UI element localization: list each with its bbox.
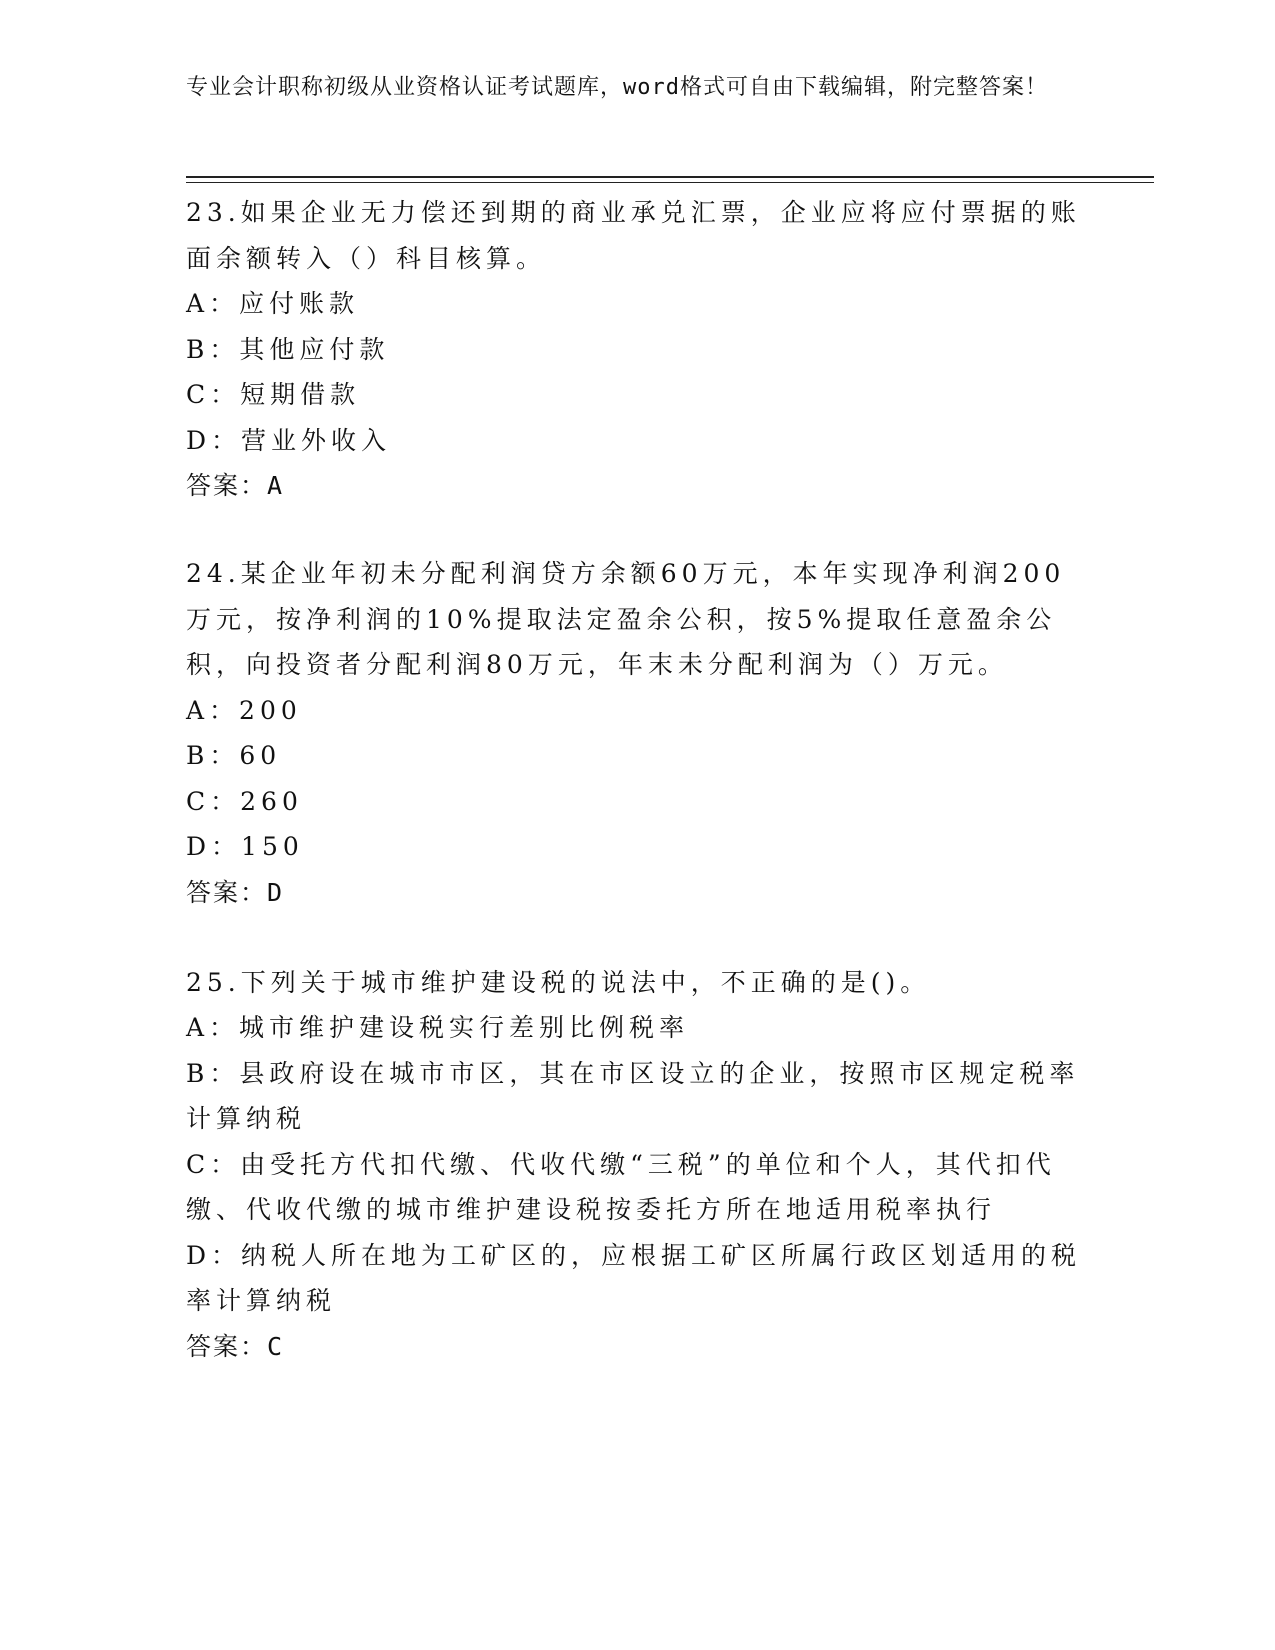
question-spacer [186, 509, 1086, 551]
option-b: B：其他应付款 [186, 334, 390, 364]
option-b: B：县政府设在城市市区，其在市区设立的企业，按照市区规定税率计算纳税 [186, 1058, 1080, 1133]
option-b: B：60 [186, 741, 282, 770]
answer-label: 答案： [186, 877, 268, 907]
question-25 [186, 960, 1086, 1370]
option-d: D：150 [186, 832, 304, 861]
answer-value: C [267, 1331, 285, 1361]
option-d: D：纳税人所在地为工矿区的，应根据工矿区所属行政区划适用的税率计算纳税 [186, 1240, 1082, 1315]
option-c: C：短期借款 [186, 380, 361, 409]
answer-line [186, 463, 1086, 509]
answer-value: A [267, 471, 285, 500]
question-stem: 24.某企业年初未分配利润贷方余额60万元，本年实现净利润200万元，按净利润的10%提取法定盈余公积，按5%提取任意盈余公积，向投资者分配利润80万元，年末未分配利润为（）万元。 [186, 559, 1066, 679]
answer-label: 答案： [186, 471, 268, 500]
option-a: A：200 [186, 695, 302, 725]
question-stem: 25.下列关于城市维护建设税的说法中，不正确的是()。 [186, 967, 931, 997]
question-24 [186, 551, 1086, 916]
answer-line [186, 1324, 1086, 1370]
question-spacer [186, 916, 1086, 960]
question-23 [186, 190, 1086, 509]
answer-label: 答案： [186, 1331, 268, 1361]
answer-value: D [267, 877, 285, 907]
option-c: C：260 [186, 786, 303, 816]
option-a: A：应付账款 [186, 289, 360, 318]
option-c: C：由受托方代扣代缴、代收代缴“三税”的单位和个人，其代扣代缴、代收代缴的城市维护建设税按委托方所在地适用税率执行 [186, 1149, 1056, 1224]
question-list [186, 190, 1086, 1370]
header-divider-thin [186, 182, 1154, 183]
option-a: A：城市维护建设税实行差别比例税率 [186, 1013, 690, 1042]
question-stem: 23.如果企业无力偿还到期的商业承兑汇票，企业应将应付票据的账面余额转入（）科目核算。 [186, 198, 1081, 273]
header-divider-thick [186, 176, 1154, 178]
document-header: 专业会计职称初级从业资格认证考试题库，word格式可自由下载编辑，附完整答案！ [186, 75, 1048, 100]
option-d: D：营业外收入 [186, 425, 392, 455]
answer-line [186, 870, 1086, 916]
